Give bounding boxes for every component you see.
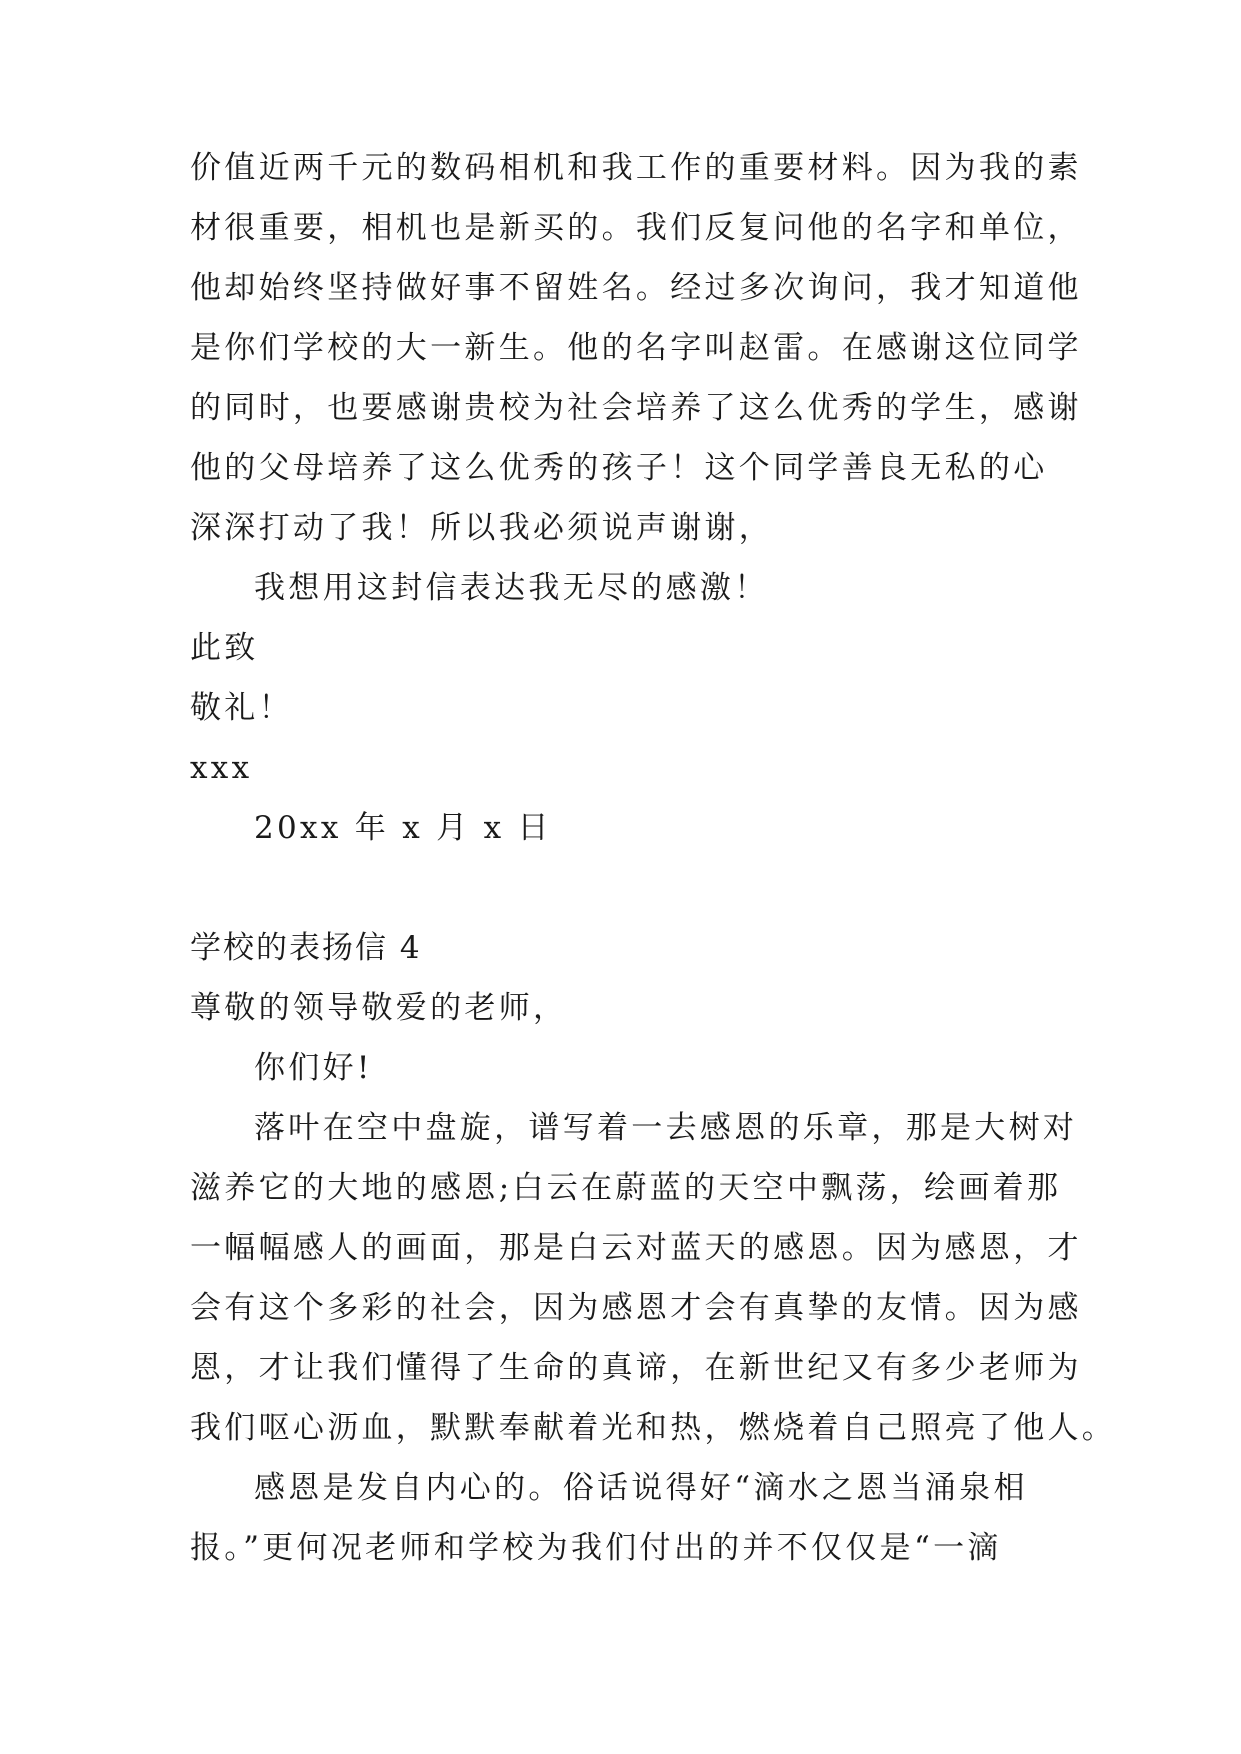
paragraph-2: [190, 1458, 1060, 1578]
section-spacer: [190, 858, 1060, 918]
body-line: 是你们学校的大一新生。他的名字叫赵雷。在感谢这位同学: [190, 330, 1082, 366]
body-line: 会有这个多彩的社会，因为感恩才会有真挚的友情。因为感: [190, 1290, 1082, 1326]
signature: xxx: [190, 750, 253, 786]
recipient-line: 尊敬的领导敬爱的老师，: [190, 990, 568, 1026]
greeting-line: 你们好!: [254, 1050, 373, 1086]
body-line: 材很重要，相机也是新买的。我们反复问他的名字和单位，: [190, 210, 1082, 246]
body-line: 深深打动了我！所以我必须说声谢谢，: [190, 510, 774, 546]
section-title: 学校的表扬信 4: [190, 930, 422, 966]
body-line: 报。”更何况老师和学校为我们付出的并不仅仅是“一滴: [190, 1530, 1002, 1566]
body-line: 他的父母培养了这么优秀的孩子！这个同学善良无私的心: [190, 450, 1048, 486]
letter-date: 20xx 年 x 月 x 日: [254, 810, 552, 846]
paragraph-1: [190, 1098, 1117, 1458]
closing-paragraph: 我想用这封信表达我无尽的感激！: [254, 570, 769, 606]
body-line: 落叶在空中盘旋，谱写着一去感恩的乐章，那是大树对: [254, 1110, 1078, 1146]
body-line: 感恩是发自内心的。俗话说得好“滴水之恩当涌泉相: [254, 1470, 1028, 1506]
letter-4: [190, 918, 1117, 1578]
body-line: 恩，才让我们懂得了生命的真谛，在新世纪又有多少老师为: [190, 1350, 1082, 1386]
body-line: 一幅幅感人的画面，那是白云对蓝天的感恩。因为感恩，才: [190, 1230, 1082, 1266]
body-line: 的同时，也要感谢贵校为社会培养了这么优秀的学生，感谢: [190, 390, 1082, 426]
document-page: [190, 138, 1117, 1578]
letter-3-body: [190, 138, 1082, 858]
body-line: 滋养它的大地的感恩;白云在蔚蓝的天空中飘荡，绘画着那: [190, 1170, 1062, 1206]
body-line: 价值近两千元的数码相机和我工作的重要材料。因为我的素: [190, 150, 1082, 186]
body-line: 我们呕心沥血，默默奉献着光和热，燃烧着自己照亮了他人。: [190, 1410, 1117, 1446]
salutation-cizhi: 此致: [190, 630, 259, 666]
body-line: 他却始终坚持做好事不留姓名。经过多次询问，我才知道他: [190, 270, 1082, 306]
salutation-jingli: 敬礼！: [190, 690, 293, 726]
